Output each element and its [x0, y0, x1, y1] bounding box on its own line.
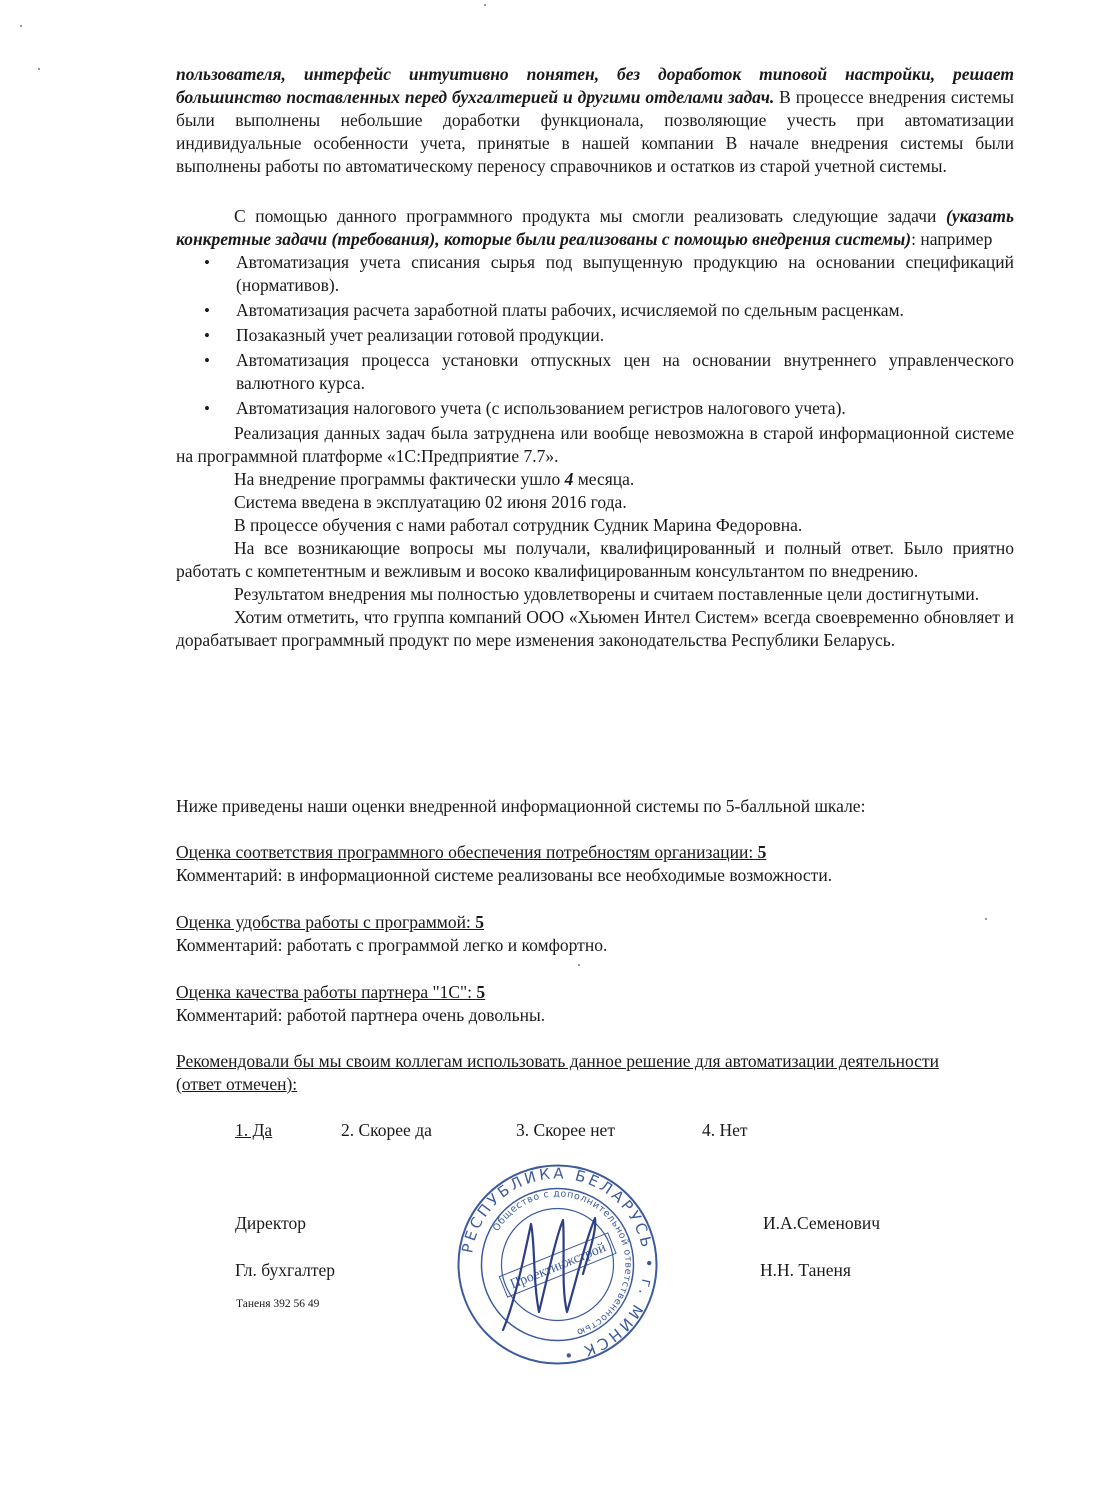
list-item: • Автоматизация учета списания сырья под выпущенную продукцию на основании спецификаций (нормативов). [176, 251, 1014, 297]
duration-number: 4 [564, 469, 574, 489]
paragraph-trainer: В процессе обучения с нами работал сотрудник Судник Марина Федоровна. [234, 515, 803, 535]
list-item: • Автоматизация процесса установки отпускных цен на основании внутреннего управленческого валютного курса. [176, 349, 1014, 395]
rating-usability-comment: Комментарий: работать с программой легко и комфортно. [176, 935, 608, 955]
rating-partner-label: Оценка качества работы партнера "1С": [176, 982, 477, 1002]
director-title: Директор [235, 1213, 307, 1233]
scan-speck [578, 964, 580, 966]
contact-phone: Таненя 392 56 49 [236, 1298, 320, 1310]
rating-fit-comment: Комментарий: в информационной системе реализованы все необходимые возможности. [176, 865, 833, 885]
paragraph-result: Результатом внедрения мы полностью удовлетворены и считаем поставленные цели достигнутыми. [234, 584, 980, 604]
stamp-outer-text: РЕСПУБЛИКА БЕЛАРУСЬ • г. МИНСК • [458, 1164, 658, 1365]
tasks-paragraph [176, 205, 1014, 251]
paragraph-support: На все возникающие вопросы мы получали, квалифицированный и полный ответ. Было приятно работать с компетентным и вежливым и восоко квалифицированным консультантом по внедрению. [176, 538, 1014, 581]
list-item: • Позаказный учет реализации готовой продукции. [176, 324, 1014, 347]
paragraph-launch-date: Система введена в эксплуатацию 02 июня 2016 года. [234, 492, 627, 512]
rating-usability [176, 911, 1014, 957]
tasks-list [176, 251, 1014, 420]
option-rather-no: 3. Скорее нет [516, 1120, 615, 1140]
tasks-tail: : например [911, 229, 993, 249]
scan-speck [484, 4, 486, 6]
option-rather-yes: 2. Скорее да [341, 1120, 432, 1140]
rating-fit [176, 841, 1014, 887]
duration-unit: месяца. [573, 469, 635, 489]
option-yes: 1. Да [235, 1120, 273, 1140]
tasks-emphasis: (указать конкретные задачи (требования), которые были реализованы с помощью внедрения системы) [176, 206, 1014, 249]
stamp-inner-text: Общество с дополнительной ответственностью [491, 1188, 634, 1338]
recommend-question: Рекомендовали бы мы своим коллегам использовать данное решение для автоматизации деятельности (ответ отмечен): [176, 1051, 939, 1094]
stamp-seal [455, 1162, 660, 1367]
rating-usability-label: Оценка удобства работы с программой: [176, 912, 476, 932]
paragraph-old-system: Реализация данных задач была затруднена или вообще невозможна в старой информационной системе на программной платформе «1С:Предприятие 7.7». [176, 423, 1014, 466]
tasks-lead: С помощью данного программного продукта мы смогли реализовать следующие задачи [234, 206, 947, 226]
paragraph-duration [176, 468, 1014, 491]
duration-text: На внедрение программы фактически ушло [234, 469, 565, 489]
intro-text: В процессе внедрения системы были выполнены небольшие доработки функционала, позволяющие учесть при автоматизации индивидуальные особенности учета, принятые в нашей компании В начале внедрения системы были выполнены работы по автоматическому переносу справочников и остатков из старой учетной системы. [176, 87, 1014, 176]
intro-paragraph [176, 63, 1014, 178]
list-item: • Автоматизация расчета заработной платы рабочих, исчисляемой по сдельным расценкам. [176, 299, 1014, 322]
rating-usability-score: 5 [475, 912, 484, 932]
accountant-title: Гл. бухгалтер [235, 1260, 336, 1280]
intro-emphasis: пользователя, интерфейс интуитивно понятен, без доработок типовой настройки, решает большинство поставленных перед бухгалтерией и другими отделами задач. [176, 64, 1014, 107]
tasks-block [176, 205, 1014, 652]
scan-speck [38, 68, 40, 70]
rating-fit-label: Оценка соответствия программного обеспечения потребностям организации: [176, 842, 758, 862]
rating-fit-score: 5 [757, 842, 767, 862]
intro-block [176, 63, 1014, 178]
stamp-center-text: Проектинжстрой [508, 1240, 609, 1293]
accountant-name: Н.Н. Таненя [760, 1260, 851, 1280]
scan-speck [20, 25, 22, 27]
scale-intro: Ниже приведены наши оценки внедренной информационной системы по 5-балльной шкале: [176, 796, 866, 816]
rating-partner [176, 981, 1014, 1027]
rating-partner-comment: Комментарий: работой партнера очень довольны. [176, 1005, 546, 1025]
paragraph-updates: Хотим отметить, что группа компаний ООО «Хьюмен Интел Систем» всегда своевременно обновляет и дорабатывает программный продукт по мере изменения законодательства Республики Беларусь. [176, 607, 1014, 650]
option-no: 4. Нет [702, 1120, 748, 1140]
rating-partner-score: 5 [476, 982, 486, 1002]
scan-speck [985, 918, 987, 920]
director-name: И.А.Семенович [763, 1213, 881, 1233]
list-item: • Автоматизация налогового учета (с использованием регистров налогового учета). [176, 397, 1014, 420]
